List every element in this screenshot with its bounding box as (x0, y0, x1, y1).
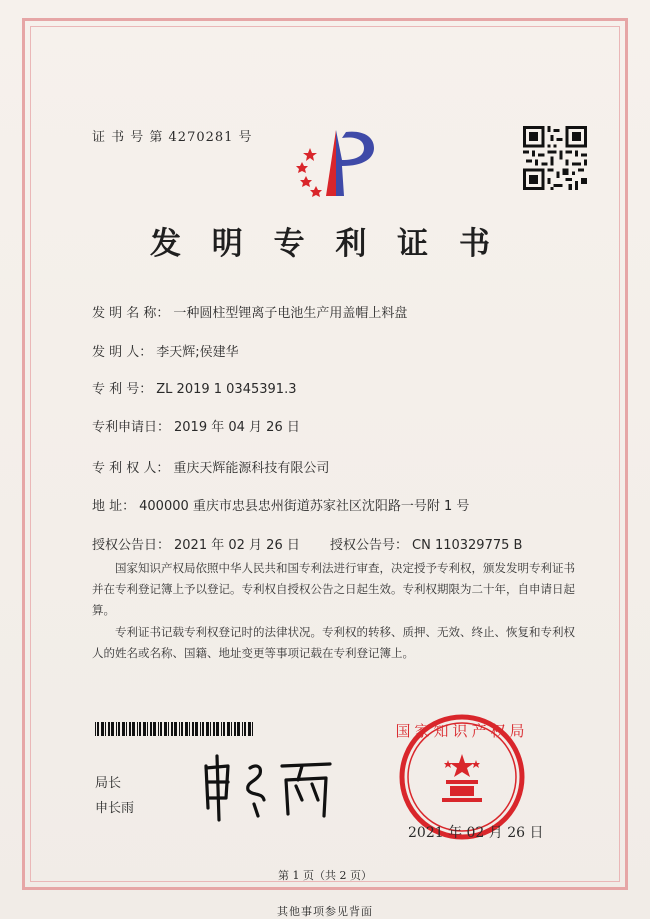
signature-role: 局长 (95, 776, 122, 791)
field-value: 重庆天辉能源科技有限公司 (173, 461, 330, 476)
field-inventor (92, 341, 239, 360)
legal-paragraph: 专利证书记载专利权登记时的法律状况。专利权的转移、质押、无效、终止、恢复和专利权人的姓名或名称、国籍、地址变更等事项记载在专利登记簿上。 (92, 625, 575, 660)
field-label: 授权公告日： (92, 538, 171, 553)
field-label: 专 利 号： (92, 382, 153, 397)
page-number: 第 1 页（共 2 页） (278, 869, 372, 882)
field-grant-no (330, 534, 522, 553)
handwritten-signature (198, 752, 338, 824)
field-grant-date (92, 534, 300, 553)
field-label: 地 址： (92, 499, 136, 514)
field-label: 发 明 人： (92, 345, 153, 360)
qr-code-icon (523, 126, 587, 190)
seal-date: 2021 年 02 月 26 日 (408, 825, 544, 841)
field-label: 发 明 名 称： (92, 306, 170, 321)
field-invention-name (92, 302, 407, 321)
field-label: 专 利 权 人： (92, 461, 170, 476)
legal-paragraph: 国家知识产权局依照中华人民共和国专利法进行审查，决定授予专利权，颁发发明专利证书并在专利登记簿上予以登记。专利权自授权公告之日起生效。专利权期限为二十年，自申请日起算。 (92, 561, 575, 617)
field-value: ZL 2019 1 0345391.3 (156, 382, 297, 397)
seal-lettering: 国家知识产权局 (395, 722, 529, 740)
field-label: 授权公告号： (330, 538, 409, 553)
field-filing-date (92, 416, 300, 435)
field-value: 400000 重庆市忠县忠州街道苏家社区沈阳路一号附 1 号 (139, 499, 470, 514)
field-patent-no (92, 378, 296, 397)
field-address (92, 495, 469, 514)
field-value: 2019 年 04 月 26 日 (174, 420, 300, 435)
signature-name: 申长雨 (95, 801, 135, 816)
footer-note: 其他事项参见背面 (277, 905, 373, 918)
field-label: 专利申请日： (92, 420, 171, 435)
field-value: 李天辉;侯建华 (156, 345, 239, 360)
certificate-title: 发 明 专 利 证 书 (150, 226, 500, 262)
field-value: 一种圆柱型锂离子电池生产用盖帽上料盘 (173, 306, 408, 321)
field-value: 2021 年 02 月 26 日 (174, 538, 300, 553)
field-value: CN 110329775 B (412, 538, 523, 553)
certificate-number: 证 书 号 第 4270281 号 (92, 130, 253, 145)
field-patentee (92, 457, 329, 476)
patent-office-logo-icon (292, 126, 382, 204)
barcode-icon (95, 722, 257, 736)
